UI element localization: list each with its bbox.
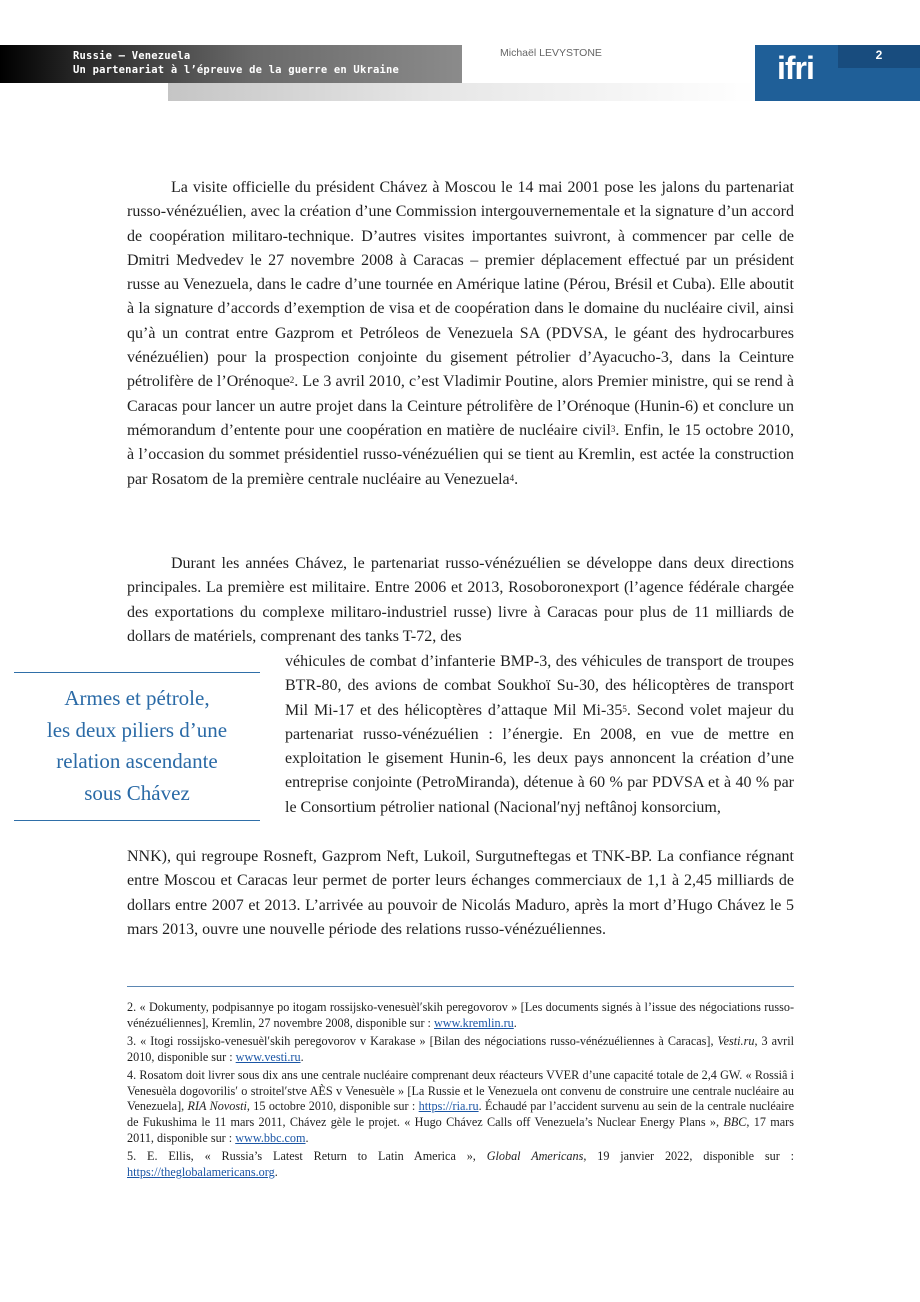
footnote-5-text: 5. E. Ellis, « Russia’s Latest Return to Latin America », [127, 1149, 487, 1164]
footnote-2-text: 2. « Dokumenty, podpisannye po itogam rossijsko-venesuèl′skih peregovorov » [Les documents signés à l’issue des négociations russo-vénézuéliennes], Kremlin, 27 novembre 2008, disponible sur : [127, 1000, 794, 1030]
running-title [73, 49, 399, 77]
body-paragraph-2-bottom: NNK), qui regroupe Rosneft, Gazprom Neft, Lukoil, Surgutneftegas et TNK-BP. La confiance régnant entre Moscou et Caracas leur permet de porter leurs échanges commerciaux de 1,1 à 2,45 milliards de dollars entre 2007 et 2013. L’arrivée au pouvoir de Nicolás Maduro, après la mort d’Hugo Chávez le 5 mars 2013, ouvre une nouvelle période des relations russo-vénézuéliennes. [127, 848, 794, 938]
footnote-4-source-2: BBC [723, 1115, 747, 1130]
footnote-5-text-2: , 19 janvier 2022, disponible sur : [583, 1149, 794, 1164]
footnote-3-source: Vesti.ru [717, 1033, 755, 1048]
footnote-2 [127, 1000, 794, 1032]
footnote-2-end: . [513, 1015, 517, 1030]
footnote-4-link-2[interactable]: www.bbc.com [235, 1131, 306, 1146]
footnote-4-text-3: . Échaudé par l’accident survenu au sein de la centrale nucléaire de Fukushima le 11 mars 2011, Chávez gèle le projet. « Hugo Chávez Calls off Venezuela’s Nuclear Energy Plans », [127, 1099, 795, 1130]
pullquote [14, 683, 260, 809]
footnote-5-end: . [274, 1165, 278, 1180]
page-number-box [838, 45, 920, 68]
footnote-2-link[interactable]: www.kremlin.ru [434, 1015, 514, 1030]
pullquote-line-1: Armes et pétrole, [64, 686, 210, 710]
footnotes [127, 1000, 794, 1183]
para1-text-1: La visite officielle du président Chávez à Moscou le 14 mai 2001 pose les jalons du partenariat russo-vénézuélien, avec la création d’une Commission intergouvernementale et la signature d’un accord de coopération militaro-technique. D’autres visites importantes suivront, à commencer par celle de Dmitri Medvedev le 27 novembre 2008 à Caracas – premier déplacement effectué par un président russe au Venezuela, dans le cadre d’une tournée en Amérique latine (Pérou, Brésil et Cuba). Elle aboutit à la signature d’accords d’exemption de visa et de coopération dans le domaine du nucléaire civil, ainsi qu’à un contrat entre Gazprom et Petróleos de Venezuela SA (PDVSA, le géant des hydrocarbures vénézuélien) pour la prospection conjointe du gisement pétrolier d’Ayacucho-3, dans la Ceinture pétrolifère de l’Orénoque [127, 179, 794, 391]
author-name: Michaël LEVYSTONE [500, 47, 602, 59]
footnote-3-text: 3. « Itogi rossijsko-venesuèl′skih peregovorov v Karakase » [Bilan des négociations russo-vénézuéliennes à Caracas], [127, 1033, 718, 1048]
body-paragraph-1 [127, 176, 794, 492]
footnote-3 [127, 1034, 794, 1066]
footnote-ref-5[interactable]: 5 [622, 703, 627, 714]
pullquote-line-3: relation ascendante [56, 749, 218, 773]
footnote-3-text-2: , 3 avril 2010, disponible sur : [127, 1033, 794, 1064]
footnote-4-text-2: , 15 octobre 2010, disponible sur : [246, 1099, 419, 1114]
footnote-4 [127, 1068, 794, 1148]
para2-text-b2: . Second volet majeur du partenariat russo-vénézuélien : l’énergie. En 2008, en vue de mettre en exploitation le gisement Hunin-6, les deux pays annoncent la création d’une entreprise conjointe (PetroMiranda), détenue à 60 % par PDVSA et à 40 % par le Consortium pétrolier national (Nacional′nyj neftânoj konsorcium, [285, 701, 794, 816]
running-title-line1: Russie – Venezuela [73, 50, 191, 62]
footnote-ref-3[interactable]: 3 [610, 423, 616, 434]
footnote-4-source: RIA Novosti [187, 1099, 247, 1114]
footnote-ref-2[interactable]: 2 [289, 375, 295, 386]
footnote-4-text: 4. Rosatom doit livrer sous dix ans une centrale nucléaire comprenant deux réacteurs VVER d’une capacité totale de 2,4 GW. « Rossiâ i Venesuèla dogovorilis′ o stroitel′stve AÈS v Venesuèle » [La Russie et le Venezuela ont convenu de construire une centrale nucléaire au Venezuela], [127, 1067, 794, 1114]
footnote-4-end: . [305, 1131, 309, 1146]
para1-text-4: . [514, 470, 519, 488]
footnote-5-link[interactable]: https://theglobalamericans.org [127, 1165, 275, 1180]
para1-text-2: . Le 3 avril 2010, c’est Vladimir Poutine, alors Premier ministre, qui se rend à Caracas pour lancer un autre projet dans la Ceinture pétrolifère de l’Orénoque (Hunin-6) et conclure un mémorandum d’entente pour une coopération en matière de nucléaire civil [127, 373, 794, 439]
pullquote-bottom-rule [14, 820, 260, 821]
footnote-ref-4[interactable]: 4 [509, 472, 515, 483]
running-title-line2: Un partenariat à l’épreuve de la guerre en Ukraine [73, 64, 400, 76]
ifri-logo-text: ifri [777, 50, 814, 86]
page-number: 2 [875, 48, 883, 62]
footnote-separator [127, 986, 794, 987]
pullquote-line-4: sous Chávez [84, 780, 190, 805]
footnote-3-end: . [300, 1049, 304, 1064]
para1-text-3: . Enfin, le 15 octobre 2010, à l’occasion du sommet présidentiel russo-vénézuélien qui se tient au Kremlin, est actée la construction par Rosatom de la première centrale nucléaire au Venezuela [127, 421, 794, 488]
pullquote-line-2: les deux piliers d’une [46, 717, 228, 742]
para2-text-b1: véhicules de combat d’infanterie BMP-3, des véhicules de transport de troupes BTR-80, des avions de combat Soukhoï Su-30, des hélicoptères de transport Mil Mi-17 et des hélicoptères d’attaque Mil Mi-35 [285, 653, 794, 719]
footnote-4-link[interactable]: https://ria.ru [418, 1099, 479, 1114]
footnote-3-link[interactable]: www.vesti.ru [235, 1049, 301, 1064]
body-paragraph-2-wrapped [285, 650, 794, 820]
footnote-5 [127, 1149, 794, 1181]
header-gradient-bar [168, 83, 756, 101]
body-paragraph-2-top: Durant les années Chávez, le partenariat russo-vénézuélien se développe dans deux directions principales. La première est militaire. Entre 2006 et 2013, Rosoboronexport (l’agence fédérale chargée des exportations du complexe militaro-industriel russe) livre à Caracas pour plus de 11 milliards de dollars de matériels, comprenant des tanks T-72, des [127, 555, 794, 645]
footnote-5-source: Global Americans [486, 1149, 584, 1164]
pullquote-top-rule [14, 672, 260, 673]
footnote-4-text-4: , 17 mars 2011, disponible sur : [127, 1115, 794, 1146]
